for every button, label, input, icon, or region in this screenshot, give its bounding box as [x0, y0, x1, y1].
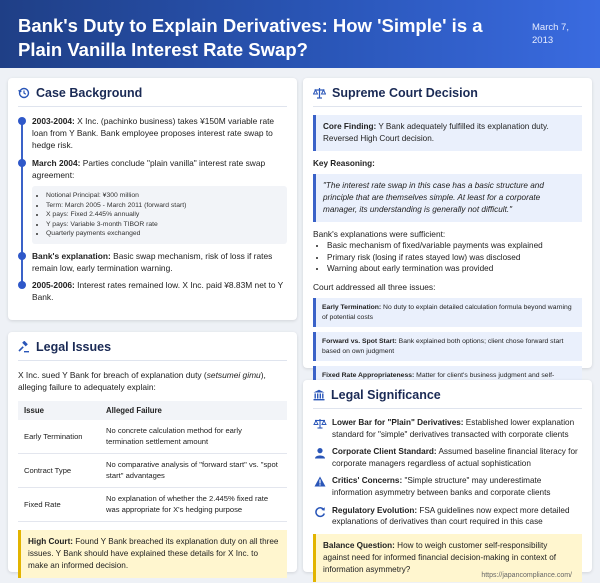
issue-finding-label: Forward vs. Spot Start: — [322, 338, 397, 346]
scales-icon — [313, 87, 326, 99]
timeline-label: 2003-2004: — [32, 116, 75, 126]
intro-term: setsumei gimu — [206, 370, 261, 380]
issue-finding-label: Early Termination: — [322, 303, 382, 311]
balance-label: Balance Question: — [323, 540, 395, 550]
supreme-court-card — [303, 78, 592, 380]
legal-issues-heading — [18, 340, 287, 361]
timeline-text: Interest rates remained low. X Inc. paid ¥8.83M net to Y Bank. — [32, 279, 284, 303]
swap-terms-box — [32, 186, 287, 244]
intro-text: ), alleging failure to adequately explain: — [18, 370, 266, 393]
timeline-dot — [18, 159, 26, 167]
high-court-label: High Court: — [28, 537, 74, 547]
failure-cell: No explanation of whether the 2.445% fixed rate was appropriate for X's hedging purpose — [100, 488, 287, 522]
timeline-text: X Inc. (pachinko business) takes ¥150M variable rate loan from Y Bank. Bank employee proposes interest rate swap to hedge risk. — [32, 116, 275, 151]
core-finding-label: Core Finding: — [323, 122, 377, 131]
publish-date: March 7, 2013 — [532, 22, 569, 46]
issue-finding-text: Matter for client's business judgment and self- — [416, 372, 555, 380]
balance-text: How to weigh customer self-responsibility against need for informed financial decision-making in context of information asymmetry? — [323, 540, 557, 574]
significance-item — [313, 505, 582, 528]
court-quote: "The interest rate swap in this case has a basic structure and principle that are themselves simple. At least for a corporate manager, its understanding is generally not difficult." — [313, 174, 582, 222]
list-item: • Warning about early termination was provided — [327, 263, 582, 275]
header — [0, 0, 600, 68]
refresh-icon — [313, 506, 327, 518]
supreme-court-title: Supreme Court Decision — [332, 86, 478, 100]
significance-label: Lower Bar for "Plain" Derivatives: — [332, 418, 464, 427]
list-item: • Basic mechanism of fixed/variable payments was explained — [327, 240, 582, 252]
column-header-issue: Issue — [18, 401, 100, 420]
swap-term: • Term: March 2005 - March 2011 (forward start) — [46, 201, 281, 211]
addressed-text: Court addressed all three issues: — [313, 281, 436, 292]
swap-term: • X pays: Fixed 2.445% annually — [46, 210, 281, 220]
column-header-failure: Alleged Failure — [100, 401, 287, 420]
timeline-dot — [18, 117, 26, 125]
legal-issues-title: Legal Issues — [36, 340, 112, 354]
timeline-item — [32, 115, 287, 152]
swap-term: • Y pays: Variable 3-month TIBOR rate — [46, 220, 281, 230]
swap-term: • Notional Principal: ¥300 million — [46, 191, 281, 201]
list-item: • Primary risk (losing if rates stayed low) was disclosed — [327, 252, 582, 264]
case-background-card — [8, 78, 297, 320]
page-title: Bank's Duty to Explain Derivatives: How 'Simple' is a Plain Vanilla Interest Rate Swap? — [18, 15, 483, 60]
significance-text: "Simple structure" may underestimate information asymmetry between banks and corporate clients — [332, 476, 551, 497]
legal-issues-intro — [18, 369, 287, 393]
significance-label: Regulatory Evolution: — [332, 505, 418, 515]
significance-label: Corporate Client Standard: — [332, 447, 437, 457]
core-finding-box — [313, 115, 582, 151]
landmark-icon — [313, 389, 325, 401]
issue-cell: Fixed Rate — [18, 488, 100, 522]
issue-cell: Early Termination — [18, 420, 100, 454]
supreme-court-heading — [313, 86, 582, 107]
failure-cell: No comparative analysis of "forward start" vs. "spot start" advantages — [100, 454, 287, 488]
timeline-text: Basic swap mechanism, risk of loss if rates remain low, early termination warning. — [32, 250, 273, 273]
timeline-label: 2005-2006: — [32, 279, 75, 290]
significance-item — [313, 446, 582, 469]
footer-url: https://japancompliance.com/ — [481, 572, 572, 579]
high-court-text: Found Y Bank breached its explanation duty on all three issues. Y Bank should have explained these details for X Inc. to make an informed decision. — [28, 537, 279, 571]
high-court-box — [18, 530, 287, 578]
issue-finding-box — [313, 332, 582, 361]
timeline-dot — [18, 252, 26, 260]
failure-cell: No concrete calculation method for early termination settlement amount — [100, 420, 287, 454]
timeline-label: Bank's explanation: — [32, 250, 111, 261]
significance-text: Established lower explanation standard for "simple" derivatives transacted with corporate clients — [332, 418, 575, 439]
user-icon — [313, 447, 327, 459]
issue-finding-text: No duty to explain detailed calculation formula beyond warning of potential costs — [322, 303, 572, 321]
timeline-text: Parties conclude "plain vanilla" interest rate swap agreement: — [32, 157, 266, 180]
table-row — [18, 420, 287, 454]
significance-label: Critics' Concerns: — [332, 476, 403, 486]
warning-icon — [313, 476, 327, 487]
case-background-title: Case Background — [36, 86, 143, 100]
significance-text: FSA guidelines now expect more detailed explanations of derivatives than court required in this case — [332, 505, 570, 527]
issue-finding-label: Fixed Rate Appropriateness: — [322, 372, 415, 380]
scales-icon — [313, 418, 327, 429]
intro-text: X Inc. sued Y Bank for breach of explanation duty ( — [18, 370, 207, 380]
legal-significance-title: Legal Significance — [331, 388, 441, 402]
timeline-item — [32, 250, 287, 274]
key-reasoning-heading: Key Reasoning: — [313, 159, 375, 168]
legal-issues-card — [8, 332, 297, 572]
swap-term: • Quarterly payments exchanged — [46, 229, 281, 239]
issue-finding-box — [313, 298, 582, 327]
timeline — [18, 115, 287, 303]
significance-text: Assumed baseline financial literacy for corporate managers regardless of actual sophistication — [332, 447, 578, 468]
gavel-icon — [18, 341, 30, 353]
issues-table — [18, 401, 287, 522]
table-row — [18, 454, 287, 488]
timeline-item — [32, 279, 287, 303]
timeline-dot — [18, 281, 26, 289]
legal-significance-heading — [313, 388, 582, 409]
significance-item — [313, 475, 582, 498]
table-row — [18, 488, 287, 522]
issue-cell: Contract Type — [18, 454, 100, 488]
legal-significance-card — [303, 380, 592, 572]
timeline-label: March 2004: — [32, 157, 81, 168]
significance-item — [313, 417, 582, 440]
history-icon — [18, 87, 30, 99]
sufficient-list — [313, 240, 582, 275]
timeline-item — [32, 157, 287, 181]
case-background-heading — [18, 86, 287, 107]
core-finding-text: Y Bank adequately fulfilled its explanation duty. Reversed High Court decision. — [323, 122, 549, 143]
table-header-row — [18, 401, 287, 420]
issue-finding-text: Bank explained both options; client chose forward start based on own judgment — [322, 338, 564, 355]
sufficient-text: Bank's explanations were sufficient: — [313, 229, 446, 239]
